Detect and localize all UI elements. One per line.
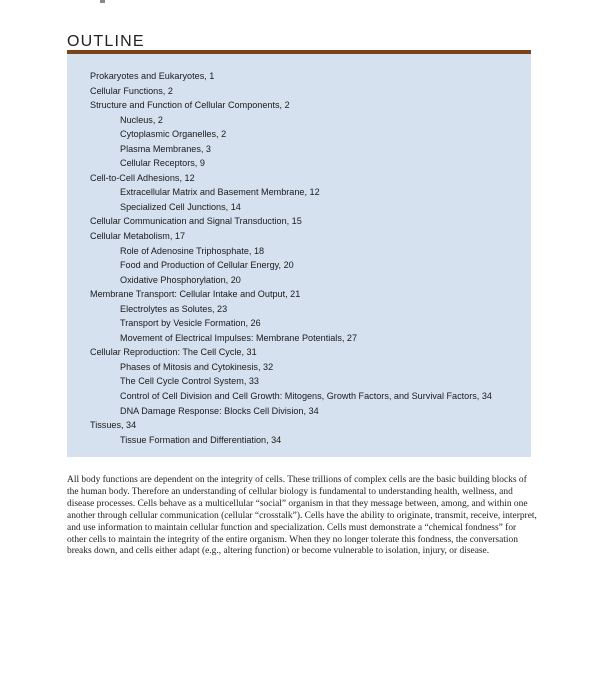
outline-entry: Cellular Functions, 2 [90, 85, 173, 96]
outline-subentry: Electrolytes as Solutes, 23 [120, 303, 228, 314]
outline-subentry: The Cell Cycle Control System, 33 [120, 376, 259, 387]
outline-subentry: Extracellular Matrix and Basement Membrane, 12 [120, 187, 320, 198]
outline-entry: Tissues, 34 [90, 420, 137, 431]
outline-subentry: Tissue Formation and Differentiation, 34 [120, 434, 282, 445]
outline-subentry: Specialized Cell Junctions, 14 [120, 201, 241, 212]
outline-subentry: Cellular Receptors, 9 [120, 158, 205, 169]
outline-subentry: Food and Production of Cellular Energy, 20 [120, 260, 294, 271]
outline-subentry: Plasma Membranes, 3 [120, 143, 211, 154]
outline-subentry: Movement of Electrical Impulses: Membrane Potentials, 27 [120, 332, 358, 343]
outline-entry: Prokaryotes and Eukaryotes, 1 [90, 71, 215, 81]
outline-subentry: Transport by Vesicle Formation, 26 [120, 318, 261, 329]
outline-subentry: Phases of Mitosis and Cytokinesis, 32 [120, 361, 274, 372]
outline-entry: Cellular Reproduction: The Cell Cycle, 31 [90, 347, 257, 358]
outline-entry: Membrane Transport: Cellular Intake and Output, 21 [90, 289, 301, 300]
outline-subentry: Nucleus, 2 [120, 114, 163, 125]
page-top-mark [100, 0, 105, 3]
outline-subentry: DNA Damage Response: Blocks Cell Division, 34 [120, 405, 319, 416]
outline-subentry: Cytoplasmic Organelles, 2 [120, 129, 227, 140]
outline-heading: OUTLINE [67, 33, 145, 50]
outline-entry: Structure and Function of Cellular Components, 2 [90, 100, 290, 111]
outline-subentry: Role of Adenosine Triphosphate, 18 [120, 245, 265, 256]
outline-subentry: Control of Cell Division and Cell Growth: Mitogens, Growth Factors, and Survival Factors, 34 [120, 391, 492, 402]
outline-entry: Cellular Metabolism, 17 [90, 231, 186, 242]
outline-list [90, 69, 540, 447]
outline-subentry: Oxidative Phosphorylation, 20 [120, 274, 241, 285]
intro-paragraph: All body functions are dependent on the integrity of cells. These trillions of complex cells are the basic building blocks of the human body. Therefore an understanding of cellular biology is fundamental to understanding health, wellness, and disease processes. Cells behave as a multicellular “social” organism in that they message between, among, and within one another through cellular communication (cellular “crosstalk”). Cells have the ability to originate, transmit, receive, interpret, and use information to maintain cellular function and specialization. Cells must demonstrate a “chemical fondness” for other cells to maintain the integrity of the entire organism. When they no longer tolerate this fondness, the conversation breaks down, and cells either adapt (e.g., altering function) or become vulnerable to isolation, injury, or disease. [67, 475, 537, 557]
outline-entry: Cell-to-Cell Adhesions, 12 [90, 172, 195, 183]
outline-entry: Cellular Communication and Signal Transduction, 15 [90, 216, 302, 227]
